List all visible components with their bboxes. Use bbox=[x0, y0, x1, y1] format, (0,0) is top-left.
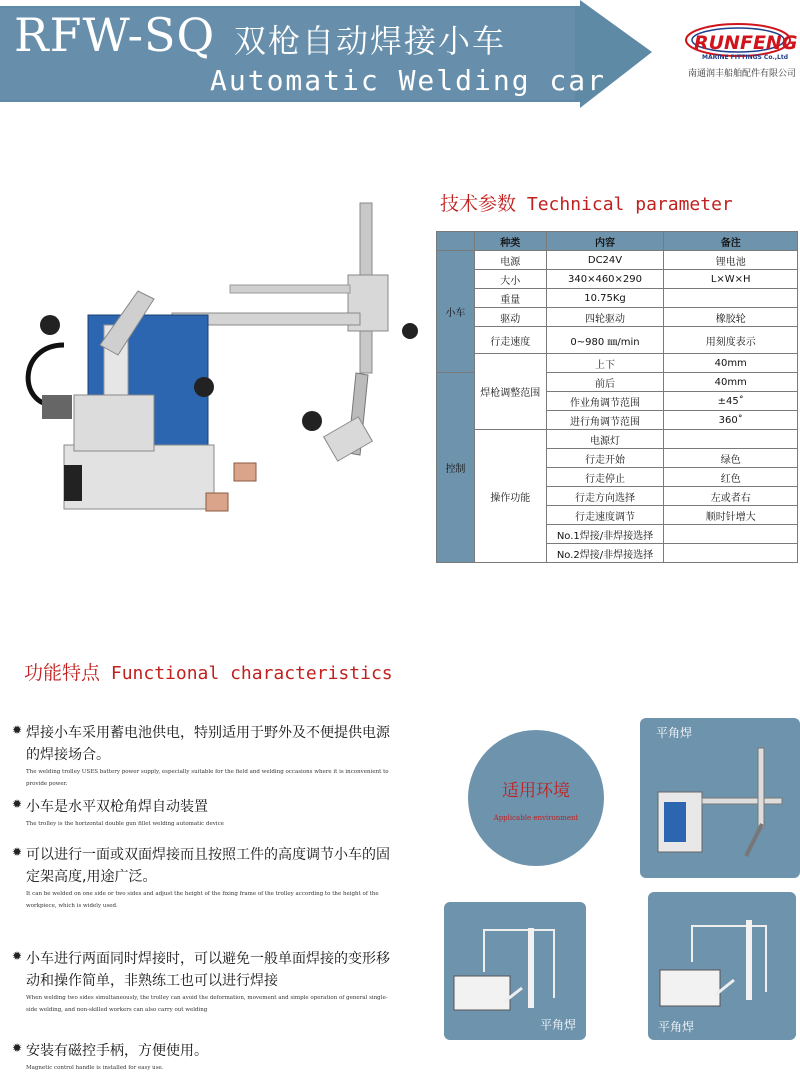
tech-heading bbox=[440, 189, 733, 216]
spec-header-row bbox=[437, 232, 798, 251]
feature-cn: 小车是水平双枪角焊自动装置 bbox=[26, 799, 208, 815]
spec-cell: 行走开始 bbox=[546, 449, 664, 468]
card-label: 平角焊 bbox=[540, 1018, 577, 1032]
spec-cell: 行走速度 bbox=[474, 327, 546, 354]
func-heading-cn: 功能特点 bbox=[24, 662, 101, 684]
logo-company-cn: 南通润丰船舶配件有限公司 bbox=[688, 69, 797, 79]
spec-cell: 四轮驱动 bbox=[546, 308, 664, 327]
spec-cell: 10.75Kg bbox=[546, 289, 664, 308]
bullet-icon: ✹ bbox=[12, 723, 23, 737]
spec-row bbox=[437, 354, 798, 373]
spec-row bbox=[437, 308, 798, 327]
spec-corner-cell bbox=[437, 232, 475, 251]
feature-item bbox=[12, 844, 392, 912]
feature-cn: 焊接小车采用蓄电池供电，特别适用于野外及不便提供电源的焊接场合。 bbox=[26, 725, 390, 763]
feature-item bbox=[12, 1040, 392, 1074]
spec-col-content: 内容 bbox=[546, 232, 664, 251]
title-cn: 双枪自动焊接小车 bbox=[234, 22, 507, 60]
spec-cell: 锂电池 bbox=[664, 251, 798, 270]
tech-heading-en: Technical parameter bbox=[526, 194, 733, 215]
spec-row bbox=[437, 251, 798, 270]
logo-subtitle: MARINE FITTINGS Co.,Ltd bbox=[702, 54, 788, 61]
spec-cell: 电源灯 bbox=[546, 430, 664, 449]
func-heading bbox=[24, 658, 393, 685]
spec-cell: 行走速度调节 bbox=[546, 506, 664, 525]
bullet-icon: ✹ bbox=[12, 845, 23, 859]
spec-cell: 大小 bbox=[474, 270, 546, 289]
spec-cell: 重量 bbox=[474, 289, 546, 308]
title-en: Automatic Welding car bbox=[210, 64, 607, 97]
spec-row bbox=[437, 289, 798, 308]
spec-row bbox=[437, 327, 798, 354]
environment-card bbox=[648, 892, 796, 1040]
spec-cell: 电源 bbox=[474, 251, 546, 270]
spec-col-type: 种类 bbox=[474, 232, 546, 251]
spec-row bbox=[437, 430, 798, 449]
spec-cell: 用刻度表示 bbox=[664, 327, 798, 354]
environment-card bbox=[444, 902, 586, 1040]
feature-item bbox=[12, 948, 392, 1016]
environment-circle bbox=[468, 730, 604, 866]
feature-cn: 安装有磁控手柄，方便使用。 bbox=[26, 1043, 208, 1059]
feature-cn: 可以进行一面或双面焊接而且按照工件的高度调节小车的固定架高度,用途广泛。 bbox=[26, 847, 390, 885]
card-label: 平角焊 bbox=[658, 1020, 695, 1034]
environment-title-cn: 适用环境 bbox=[502, 781, 570, 801]
spec-cell: 左或者右 bbox=[664, 487, 798, 506]
spec-table bbox=[436, 231, 798, 563]
spec-cell: 驱动 bbox=[474, 308, 546, 327]
spec-cell: 行走方向选择 bbox=[546, 487, 664, 506]
spec-cell bbox=[664, 525, 798, 544]
spec-cell: 340×460×290 bbox=[546, 270, 664, 289]
spec-cell: 作业角调节范围 bbox=[546, 392, 664, 411]
spec-cell: 橡胶轮 bbox=[664, 308, 798, 327]
spec-cell: 红色 bbox=[664, 468, 798, 487]
feature-en: The trolley is the horizontal double gun fillet welding automatic device bbox=[26, 821, 224, 827]
spec-cell bbox=[664, 289, 798, 308]
spec-cell: 0~980 ㎜/min bbox=[546, 327, 664, 354]
spec-cell: 顺时针增大 bbox=[664, 506, 798, 525]
bullet-icon: ✹ bbox=[12, 1041, 23, 1055]
spec-cell: 360˚ bbox=[664, 411, 798, 430]
card-label: 平角焊 bbox=[656, 726, 693, 740]
feature-en: When welding two sides simultaneously, the trolley can avoid the deformation, movement and simple operation of general single-side welding, and non-skilled workers can also carry out welding bbox=[26, 995, 388, 1013]
spec-group-trolley: 小车 bbox=[437, 251, 475, 373]
feature-en: It can be welded on one side or two sides and adjust the height of the fixing frame of the trolley according to the height of the workpiece, which is widely used. bbox=[26, 891, 379, 909]
spec-cell: 上下 bbox=[546, 354, 664, 373]
feature-item bbox=[12, 722, 392, 790]
spec-group-control: 控制 bbox=[437, 373, 475, 563]
spec-cell bbox=[664, 430, 798, 449]
feature-en: The welding trolley USES battery power supply, especially suitable for the field and welding occasions where it is inconvenient to provide power. bbox=[26, 769, 389, 787]
spec-cell: DC24V bbox=[546, 251, 664, 270]
feature-item bbox=[12, 796, 392, 830]
spec-col-note: 备注 bbox=[664, 232, 798, 251]
model-code: RFW-SQ bbox=[14, 8, 216, 62]
spec-cell: L×W×H bbox=[664, 270, 798, 289]
spec-cell: 绿色 bbox=[664, 449, 798, 468]
spec-cell: No.2焊接/非焊接选择 bbox=[546, 544, 664, 563]
spec-cell: No.1焊接/非焊接选择 bbox=[546, 525, 664, 544]
spec-cell: 进行角调节范围 bbox=[546, 411, 664, 430]
bullet-icon: ✹ bbox=[12, 949, 23, 963]
spec-group-gun: 焊枪调整范围 bbox=[474, 354, 546, 430]
spec-cell: 40mm bbox=[664, 373, 798, 392]
company-logo bbox=[680, 18, 798, 79]
environment-title-en: Applicable environment bbox=[493, 814, 579, 822]
product-image bbox=[8, 195, 428, 535]
environment-card bbox=[640, 718, 800, 878]
spec-group-operation: 操作功能 bbox=[474, 430, 546, 563]
tech-heading-cn: 技术参数 bbox=[440, 193, 517, 215]
spec-cell: 前后 bbox=[546, 373, 664, 392]
spec-cell bbox=[664, 544, 798, 563]
func-heading-en: Functional characteristics bbox=[110, 663, 393, 684]
spec-cell: 40mm bbox=[664, 354, 798, 373]
welding-photo bbox=[640, 718, 800, 878]
logo-brand: RUNFENG bbox=[694, 32, 798, 54]
spec-cell: 行走停止 bbox=[546, 468, 664, 487]
spec-cell: ±45˚ bbox=[664, 392, 798, 411]
feature-cn: 小车进行两面同时焊接时，可以避免一般单面焊接的变形移动和操作简单，非熟练工也可以进行焊接 bbox=[26, 951, 390, 989]
spec-row bbox=[437, 270, 798, 289]
feature-en: Magnetic control handle is installed for easy use. bbox=[26, 1065, 164, 1071]
header-banner bbox=[0, 0, 800, 112]
bullet-icon: ✹ bbox=[12, 797, 23, 811]
